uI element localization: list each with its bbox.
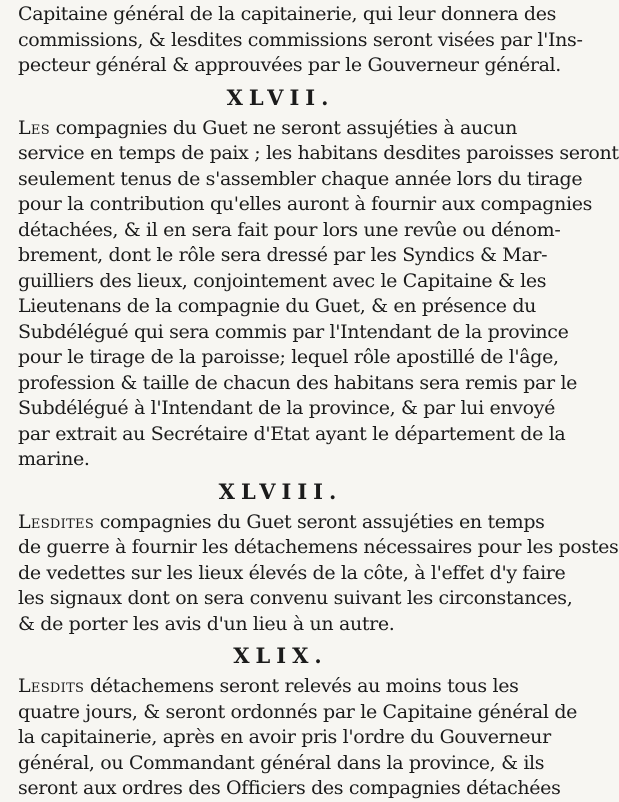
paragraph-line: Subdélégué qui sera commis par l'Intendant de la province <box>18 320 569 343</box>
paragraph-line: quatre jours, & seront ordonnés par le Capitaine général de <box>18 700 578 723</box>
paragraph-line: service en temps de paix ; les habitans desdites paroisses seront <box>18 142 619 164</box>
paragraph-line: détachées, & il en sera fait pour lors une revûe ou dénom- <box>18 218 561 241</box>
paragraph-line: & de porter les avis d'un lieu à un autre. <box>18 612 395 635</box>
first-word: Les <box>18 116 50 139</box>
article-heading-49: XLIX. <box>233 643 328 668</box>
paragraph-line: la capitainerie, après en avoir pris l'ordre du Gouverneur <box>18 726 551 748</box>
intro-line: commissions, & lesdites commissions seront visées par l'Ins- <box>18 28 583 51</box>
intro-line: Capitaine général de la capitainerie, qui leur donnera des <box>18 3 557 25</box>
article-heading-47: XLVII. <box>226 84 335 110</box>
paragraph-line: profession & taille de chacun des habitans sera remis par le <box>18 371 578 394</box>
article-heading-48: XLVIII. <box>218 478 343 504</box>
paragraph-line: guilliers des lieux, conjointement avec le Capitaine & les <box>18 269 547 292</box>
article-48-paragraph <box>18 510 619 638</box>
paragraph-line: par extrait au Secrétaire d'Etat ayant le département de la <box>18 422 566 445</box>
paragraph-line: seulement tenus de s'assembler chaque année lors du tirage <box>18 167 583 190</box>
paragraph-line: pour la contribution qu'elles auront à fournir aux compagnies <box>18 193 593 215</box>
paragraph-line: pour le tirage de la paroisse; lequel rôle apostillé de l'âge, <box>18 346 559 368</box>
paragraph-line: brement, dont le rôle sera dressé par les Syndics & Mar- <box>18 244 548 266</box>
paragraph-line: Subdélégué à l'Intendant de la province, & par lui envoyé <box>18 397 556 419</box>
intro-line: pecteur général & approuvées par le Gouverneur général. <box>18 54 561 76</box>
intro-paragraph <box>18 0 583 79</box>
paragraph-line <box>18 116 543 142</box>
paragraph-line: seront aux ordres des Officiers des compagnies détachées <box>18 777 561 799</box>
line-text: compagnies du Guet seront assujéties en temps <box>94 510 545 533</box>
paragraph-line: général, ou Commandant général dans la province, & ils <box>18 751 545 774</box>
article-47-paragraph <box>18 116 619 473</box>
paragraph-line: les signaux dont on sera convenu suivant les circonstances, <box>18 587 573 609</box>
first-word: Lesdites <box>18 510 95 533</box>
paragraph-line <box>18 510 543 536</box>
line-text: détachemens seront relevés au moins tous les <box>84 675 519 697</box>
line-text: compagnies du Guet ne seront assujéties à aucun <box>49 116 517 139</box>
article-49-paragraph <box>18 674 578 802</box>
paragraph-line <box>18 674 543 700</box>
paragraph-line: de vedettes sur les lieux élevés de la côte, à l'effet d'y faire <box>18 561 566 584</box>
first-word: Lesdits <box>18 675 85 697</box>
paragraph-line: Lieutenans de la compagnie du Guet, & en présence du <box>18 295 537 317</box>
paragraph-line: de guerre à fournir les détachemens nécessaires pour les postes <box>18 536 619 558</box>
paragraph-line: marine. <box>18 448 90 470</box>
